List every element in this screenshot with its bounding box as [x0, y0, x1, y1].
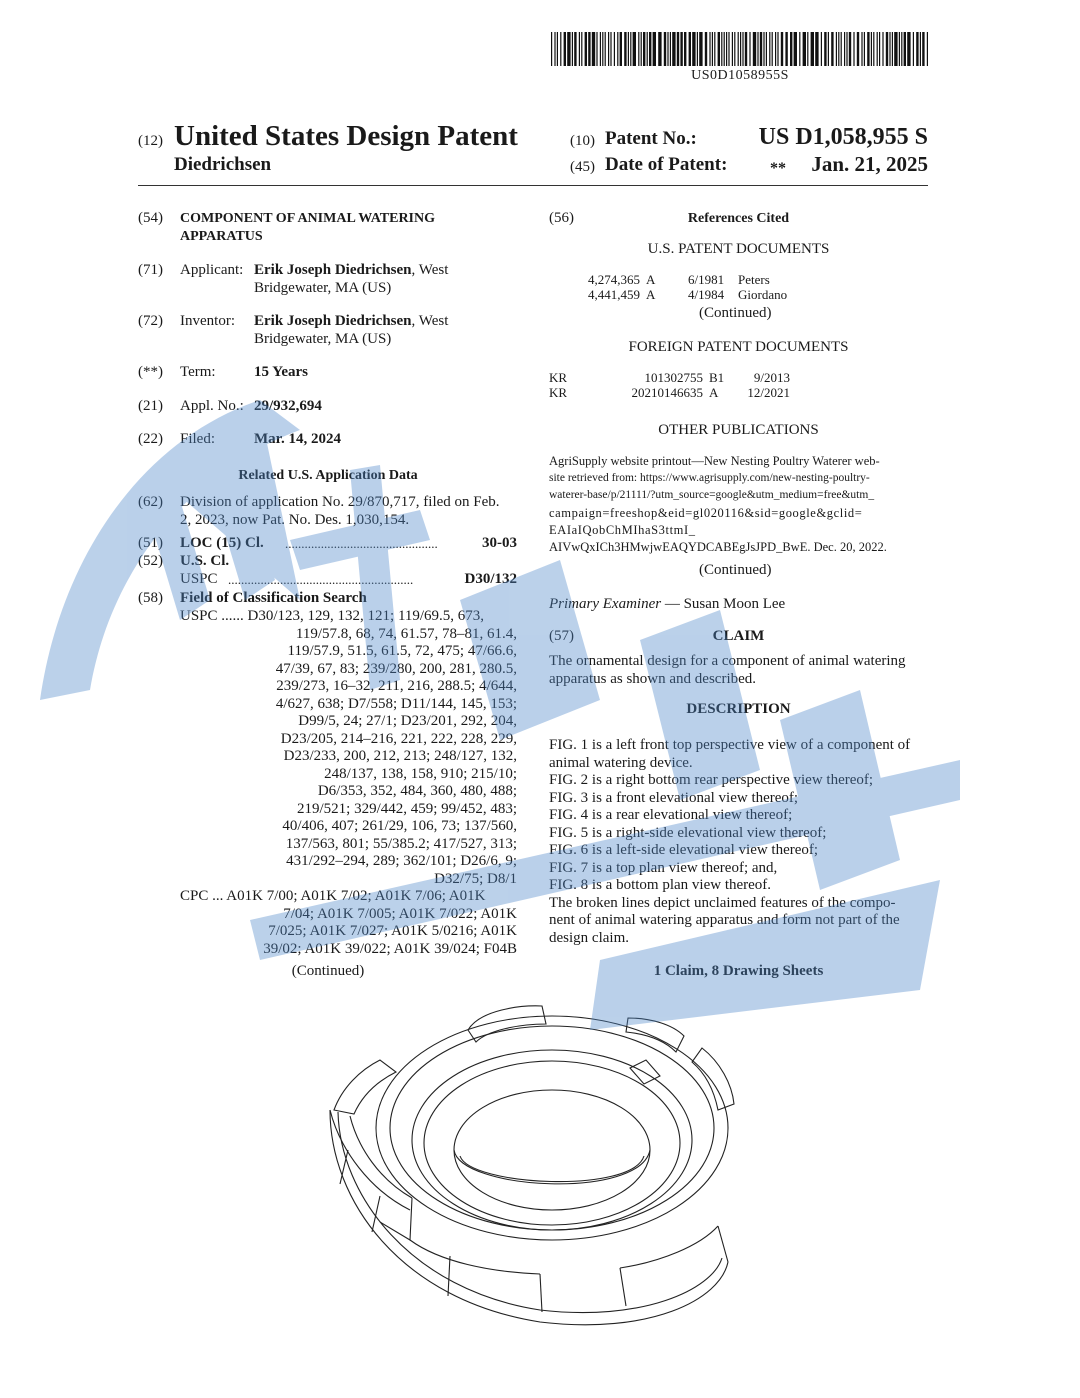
field-line: D99/5, 24; 27/1; D23/201, 292, 204,	[298, 713, 517, 729]
barcode-bar	[600, 32, 601, 66]
barcode-bar	[596, 32, 597, 66]
barcode-bar	[647, 32, 648, 66]
description-line: FIG. 3 is a front elevational view thereof;	[549, 789, 799, 806]
us-ref-date: 6/1981	[688, 272, 725, 287]
publication-line: waterer-base/p/21111/?utm_source=google&utm_medium=free&utm_	[549, 489, 875, 502]
us-ref-number: 4,274,365	[588, 272, 640, 287]
barcode-bar	[882, 32, 883, 66]
inventor-name: Erik Joseph Diedrichsen	[254, 313, 412, 329]
foreign-ref-country: KR	[549, 385, 568, 400]
claim-heading: CLAIM	[712, 628, 765, 644]
barcode-bar	[667, 32, 668, 66]
barcode-bar	[732, 32, 733, 66]
field-line: 137/563, 801; 55/385.2; 417/527, 313;	[285, 835, 517, 852]
date-label: Date of Patent:	[605, 154, 728, 175]
barcode-bar	[889, 32, 890, 66]
barcode-bar	[781, 32, 783, 66]
field-line: D23/205, 214–216, 221, 222, 228, 229,	[280, 730, 517, 747]
barcode-bar	[867, 32, 869, 66]
description-line: FIG. 5 is a right-side elevational view thereof;	[549, 824, 827, 841]
barcode-bar	[901, 32, 902, 66]
barcode-bar	[777, 32, 778, 66]
barcode-bar	[846, 32, 847, 66]
barcode-bar	[633, 32, 636, 66]
barcode-bar	[699, 32, 702, 66]
barcode-bar	[680, 32, 682, 66]
barcode-bar	[757, 32, 758, 66]
barcode-bar	[838, 32, 839, 66]
barcode-bar	[794, 32, 797, 66]
barcode-bar	[749, 32, 750, 66]
barcode-bar	[815, 32, 818, 66]
barcode-bar	[554, 32, 555, 66]
barcode-bar	[769, 32, 770, 66]
field-of-search	[180, 608, 517, 958]
division-line-1: Division of application No. 29/870,717, filed on Feb.	[180, 494, 500, 510]
examiner-label: Primary Examiner	[549, 596, 662, 612]
barcode-bar	[664, 32, 666, 66]
description-line: FIG. 8 is a bottom plan view thereof.	[549, 877, 772, 893]
barcode-bar	[857, 32, 859, 66]
uspc-value: D30/132	[464, 571, 517, 587]
barcode-bar	[853, 32, 854, 66]
field-line: 119/57.9, 51.5, 61.5, 72, 475; 47/66.6,	[287, 643, 517, 659]
description-line: nent of animal watering apparatus and form not part of the	[549, 912, 900, 928]
title-line-1: COMPONENT OF ANIMAL WATERING	[180, 211, 436, 226]
field-line: 47/39, 67, 83; 239/280, 200, 281, 280.5,	[275, 660, 517, 677]
applicant-label: Applicant:	[180, 262, 244, 278]
barcode-bar	[620, 32, 622, 66]
field-line: 119/57.8, 68, 74, 61.57, 78–81, 61.4,	[295, 625, 517, 642]
barcode-bar	[697, 32, 698, 66]
barcode-bar	[892, 32, 893, 66]
foreign-ref-number: 20210146635	[631, 385, 703, 400]
barcode-bar	[721, 32, 722, 66]
patent-date: Jan. 21, 2025	[811, 152, 928, 176]
description-line: animal watering device.	[549, 754, 693, 771]
publication-line: AIVwQxICh3HMwjwEAQYDCABEgJsJPD_BwE. Dec. 20, 2022.	[549, 540, 887, 555]
foreign-ref-kind: A	[709, 385, 719, 400]
loc-value: 30-03	[482, 535, 517, 551]
barcode-bar	[692, 32, 695, 66]
barcode-bar	[592, 32, 595, 66]
applicant-location: , West	[411, 262, 449, 278]
inventor-location: , West	[411, 313, 449, 329]
inid-10: (10)	[570, 133, 595, 149]
barcode-bar	[734, 32, 735, 66]
barcode-bar	[643, 32, 645, 66]
us-patent-heading: U.S. PATENT DOCUMENTS	[647, 241, 830, 257]
description-line: FIG. 4 is a rear elevational view thereof;	[549, 807, 793, 823]
barcode-bar	[877, 32, 878, 66]
barcode-bar	[740, 32, 741, 66]
barcode-bar	[841, 32, 842, 66]
inid-71: (71)	[138, 262, 163, 278]
field-line: D32/75; D8/1	[434, 870, 517, 887]
barcode-bar	[916, 32, 918, 66]
inid-72: (72)	[138, 313, 163, 329]
barcode-bar	[614, 32, 615, 66]
barcode-bar	[605, 32, 606, 66]
barcode-bar	[581, 32, 582, 66]
applicant-line-1	[254, 262, 448, 280]
barcode-bar	[745, 32, 747, 66]
barcode-number: US0D1058955S	[691, 68, 789, 83]
foreign-ref-date: 12/2021	[747, 385, 790, 400]
us-ref-date: 4/1984	[688, 287, 725, 302]
inid-45: (45)	[570, 159, 595, 175]
barcode-bar	[567, 32, 570, 66]
document-type: United States Design Patent	[174, 120, 518, 152]
term-value: 15 Years	[254, 364, 309, 380]
us-refs-continued: (Continued)	[699, 305, 772, 321]
design-drawing	[320, 1000, 760, 1340]
barcode-bar	[641, 32, 642, 66]
field-heading: Field of Classification Search	[180, 590, 367, 606]
description-line: FIG. 1 is a left front top perspective view of a component of	[549, 737, 911, 753]
barcode-bar	[677, 32, 679, 66]
inid-52: (52)	[138, 553, 163, 569]
publication-line: AgriSupply website printout—New Nesting Poultry Waterer web-	[549, 454, 880, 468]
field-line: 431/292–294, 289; 362/101; D26/6, 9;	[286, 853, 517, 869]
inventor-line-2: Bridgewater, MA (US)	[254, 331, 392, 347]
barcode-bar	[871, 32, 872, 66]
description-line: FIG. 6 is a left-side elevational view thereof;	[549, 842, 819, 858]
description-line: FIG. 7 is a top plan view thereof; and,	[549, 859, 778, 876]
barcode-bar	[585, 32, 587, 66]
barcode-bar	[922, 32, 924, 66]
barcode-bar	[907, 32, 910, 66]
barcode-bar	[790, 32, 792, 66]
barcode-bar	[628, 32, 629, 66]
cpc-line: 7/04; A01K 7/005; A01K 7/022; A01K	[283, 905, 517, 922]
publication-line: EAIaIQobChMIhaS3ttmI_	[549, 522, 696, 537]
description-line: FIG. 2 is a right bottom rear perspective view thereof;	[549, 772, 874, 788]
inid-57: (57)	[549, 628, 574, 644]
barcode-bar	[572, 32, 573, 66]
claim-line-2: apparatus as shown and described.	[549, 671, 757, 687]
description-heading: DESCRIPTION	[686, 701, 791, 717]
barcode-bar	[849, 32, 851, 66]
field-line: 4/627, 638; D7/558; D11/144, 145, 153;	[275, 695, 517, 712]
barcode-bar	[608, 32, 609, 66]
barcode-bar	[899, 32, 900, 66]
loc-leader: ...............................................	[285, 536, 438, 551]
examiner-name: — Susan Moon Lee	[661, 596, 786, 612]
other-publications-continued: (Continued)	[699, 562, 772, 578]
barcode-bar	[742, 32, 743, 66]
barcode-bar	[638, 32, 639, 66]
barcode-bar	[610, 32, 611, 66]
barcode-bar	[785, 32, 787, 66]
barcode-bar	[886, 32, 888, 66]
description-text	[549, 737, 928, 947]
barcode-bar	[821, 32, 822, 66]
barcode-bar	[602, 32, 603, 66]
cpc-line: CPC ... A01K 7/00; A01K 7/02; A01K 7/06; A01K	[180, 888, 486, 904]
barcode-bar	[760, 32, 762, 66]
barcode-bar	[873, 32, 874, 66]
barcode-bar	[551, 32, 552, 66]
barcode-bar	[728, 32, 729, 66]
barcode-bar	[811, 32, 814, 66]
foreign-ref-country: KR	[549, 370, 568, 385]
inid-22: (22)	[138, 431, 163, 447]
barcode-bar	[653, 32, 656, 66]
appl-no-value: 29/932,694	[254, 398, 322, 414]
primary-examiner	[549, 596, 785, 614]
related-heading: Related U.S. Application Data	[238, 468, 418, 483]
uspc-leader: .........................................................	[228, 572, 414, 587]
foreign-ref-kind: B1	[709, 370, 725, 385]
claims-sheets: 1 Claim, 8 Drawing Sheets	[653, 963, 824, 979]
barcode-bar	[560, 32, 561, 66]
field-line: D23/233, 200, 212, 213; 248/127, 132,	[283, 748, 517, 764]
inid-51: (51)	[138, 535, 163, 551]
barcode-bar	[557, 32, 558, 66]
barcode-bar	[718, 32, 720, 66]
inid-21: (21)	[138, 398, 163, 414]
field-line: 239/273, 16–32, 211, 216, 288.5; 4/644,	[276, 678, 517, 694]
barcode-bar	[579, 32, 580, 66]
us-ref-number: 4,441,459	[588, 287, 640, 302]
header-rule	[138, 185, 928, 186]
filed-label: Filed:	[180, 431, 216, 447]
barcode-bar	[714, 32, 715, 66]
field-line: 219/521; 329/442, 459; 99/452, 483;	[296, 800, 517, 817]
field-line: USPC ...... D30/123, 129, 132, 121; 119/69.5, 673,	[180, 608, 485, 624]
barcode-bar	[920, 32, 921, 66]
barcode-bar	[649, 32, 651, 66]
patent-number-label: Patent No.:	[605, 128, 697, 149]
barcode-bar	[705, 32, 707, 66]
barcode-bar	[894, 32, 897, 66]
barcode-bar	[724, 32, 725, 66]
loc-label: LOC (15) Cl.	[180, 535, 264, 551]
foreign-ref-number: 101302755	[644, 370, 703, 385]
publication-line: campaign=freeshop&eid=gl020116&sid=google&gclid=	[549, 505, 863, 520]
barcode-bar	[807, 32, 808, 66]
barcode-bar	[766, 32, 767, 66]
barcode-bar	[738, 32, 739, 66]
patent-number: US D1,058,955 S	[758, 124, 928, 150]
barcode-bar	[772, 32, 773, 66]
us-cl-label: U.S. Cl.	[180, 553, 230, 569]
barcode-bar	[927, 32, 928, 66]
barcode-bar	[753, 32, 756, 66]
barcode-bar	[836, 32, 837, 66]
inventor-label: Inventor:	[180, 313, 235, 329]
inid-54: (54)	[138, 210, 163, 226]
barcode-bar	[879, 32, 880, 66]
term-label: Term:	[180, 364, 216, 380]
cpc-line: 7/025; A01K 7/027; A01K 5/0216; A01K	[268, 923, 517, 939]
field-line: D6/353, 352, 484, 360, 480, 488;	[317, 783, 517, 799]
barcode-bar	[564, 32, 566, 66]
description-line: The broken lines depict unclaimed features of the compo-	[549, 894, 896, 911]
barcode-bar	[672, 32, 675, 66]
uspc-label: USPC	[180, 571, 218, 587]
barcode-bar	[775, 32, 776, 66]
left-continued: (Continued)	[291, 963, 365, 979]
us-ref-name: Giordano	[738, 287, 788, 302]
us-ref-kind: A	[646, 272, 656, 287]
barcode-bar	[726, 32, 727, 66]
description-line: design claim.	[549, 929, 629, 946]
barcode-bar	[624, 32, 626, 66]
claim-line-1: The ornamental design for a component of animal watering	[549, 653, 906, 669]
barcode-bar	[824, 32, 826, 66]
barcode-bar	[904, 32, 906, 66]
barcode-bar	[844, 32, 845, 66]
references-heading: References Cited	[687, 211, 790, 226]
division-line-2: 2, 2023, now Pat. No. Des. 1,030,154.	[180, 512, 410, 528]
inid-term: (**)	[138, 364, 163, 380]
barcode-bar	[658, 32, 661, 66]
applicant-line-2: Bridgewater, MA (US)	[254, 280, 392, 296]
inid-56: (56)	[549, 210, 574, 226]
filed-value: Mar. 14, 2024	[254, 431, 341, 447]
publication-line: site retrieved from: https://www.agrisupply.com/new-nesting-poultry-	[549, 472, 870, 485]
barcode-bar	[861, 32, 862, 66]
barcode-bar	[828, 32, 829, 66]
cpc-line: 39/02; A01K 39/022; A01K 39/024; F04B	[263, 940, 517, 957]
field-line: 40/406, 407; 261/29, 106, 73; 137/560,	[282, 818, 517, 834]
applicant-name: Erik Joseph Diedrichsen	[254, 262, 412, 278]
inid-58: (58)	[138, 590, 163, 606]
us-ref-kind: A	[646, 287, 656, 302]
barcode-bar	[670, 32, 671, 66]
inid-12: (12)	[138, 133, 163, 149]
other-publication	[549, 453, 928, 556]
barcode-bar	[617, 32, 618, 66]
barcode-bar	[709, 32, 710, 66]
foreign-patent-heading: FOREIGN PATENT DOCUMENTS	[628, 339, 849, 355]
barcode-bar	[574, 32, 576, 66]
barcode-bar	[689, 32, 691, 66]
barcode-bar	[588, 32, 590, 66]
inventor-line-1	[254, 313, 448, 331]
date-mark: **	[770, 160, 786, 177]
foreign-ref-date: 9/2013	[753, 370, 790, 385]
field-line: 248/137, 138, 158, 910; 215/10;	[324, 765, 517, 782]
barcode-bar	[799, 32, 800, 66]
barcode-bar	[864, 32, 865, 66]
barcode-bar	[712, 32, 713, 66]
barcode-bar	[630, 32, 631, 66]
other-publications-heading: OTHER PUBLICATIONS	[658, 422, 819, 438]
barcode-bar	[763, 32, 764, 66]
inventor-surname: Diedrichsen	[174, 154, 272, 175]
barcode-bar	[684, 32, 686, 66]
barcode-bar	[831, 32, 833, 66]
barcode-bar	[913, 32, 914, 66]
barcode-bar	[803, 32, 806, 66]
inid-62: (62)	[138, 494, 163, 510]
us-ref-name: Peters	[738, 272, 770, 287]
barcode	[551, 32, 929, 66]
title-line-2: APPARATUS	[180, 229, 263, 244]
appl-no-label: Appl. No.:	[180, 398, 244, 414]
